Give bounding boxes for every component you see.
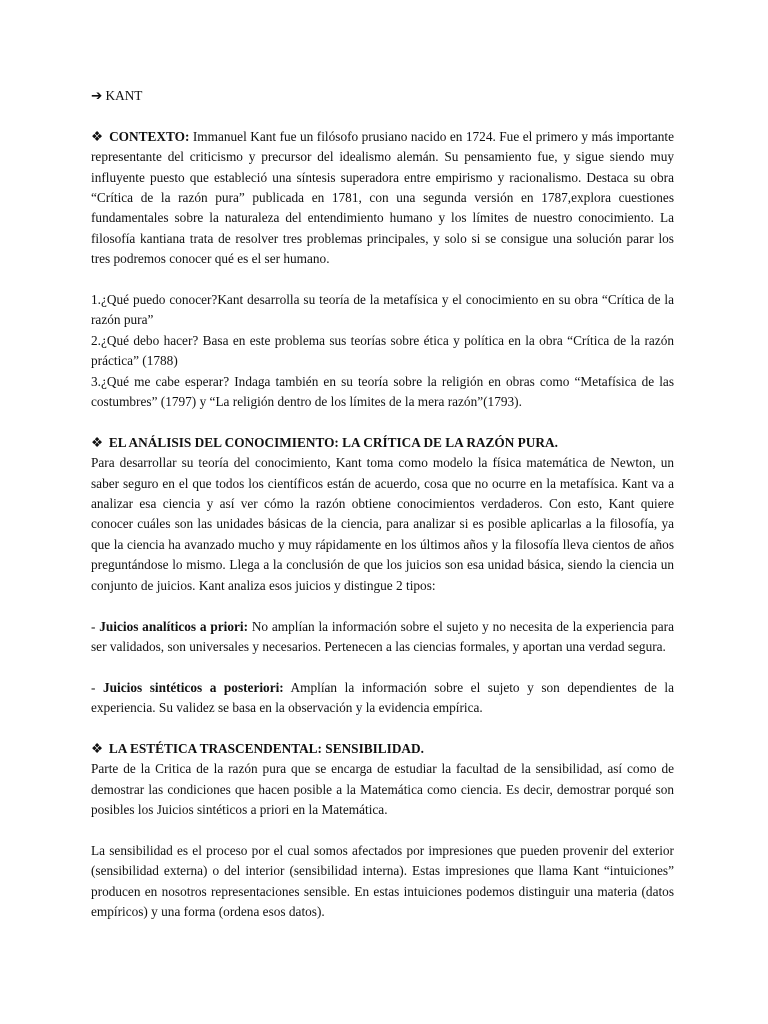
diamond-bullet-icon: ❖ [91, 434, 103, 450]
contexto-paragraph [91, 127, 674, 270]
dash-marker: - [91, 618, 96, 634]
question-3: 3.¿Qué me cabe esperar? Indaga también en su teoría sobre la religión en obras como “Metafísica de las costumbres” (1797) y “La religión dentro de los límites de la mera razón”(1793). [91, 373, 674, 410]
doc-title-text: KANT [105, 88, 143, 103]
sinteticos-text: Amplían la información sobre el sujeto y son dependientes de la experiencia. Su validez se basa en la observación y la evidencia empírica. [91, 679, 675, 716]
estetica-text: Parte de la Critica de la razón pura que se encarga de estudiar la facultad de la sensibilidad, así como de demostrar las condiciones que hacen posible a la Matemática como ciencia. Es decir, demostrar porqué son posibles los Juicios sintéticos a priori en la Matemática. [91, 761, 674, 818]
estetica-heading-text: LA ESTÉTICA TRASCENDENTAL: SENSIBILIDAD. [108, 740, 424, 756]
estetica-heading [91, 739, 674, 759]
analiticos-label: Juicios analíticos a priori: [99, 618, 249, 634]
contexto-label: CONTEXTO: [109, 128, 190, 144]
diamond-bullet-icon: ❖ [91, 128, 104, 144]
analiticos-text: No amplían la información sobre el sujeto y no necesita de la experiencia para ser validados, son universales y necesarios. Pertenecen a las ciencias formales, y aportan una verdad segura. [91, 618, 674, 654]
sinteticos-paragraph [91, 678, 674, 719]
doc-title [91, 86, 674, 106]
question-2: 2.¿Qué debo hacer? Basa en este problema sus teorías sobre ética y política en la obra “Crítica de la razón práctica” (1788) [91, 332, 674, 369]
analisis-heading [91, 433, 674, 453]
analisis-text: Para desarrollar su teoría del conocimiento, Kant toma como modelo la física matemática de Newton, un saber seguro en el que todos los científicos están de acuerdo, cosa que no ocurre en la metafísica. Kant va a analizar esa ciencia y así ver cómo la razón obtiene conocimientos verdaderos. Con esto, Kant quiere conocer cuáles son las unidades básicas de la ciencia, para analizar si es posible aplicarlas a la filosofía, ya que la ciencia ha avanzado mucho y muy rápidamente en los últimos años y la filosofía lleva cientos de años preguntándose lo mismo. Llega a la conclusión de que los juicios son esa unidad básica, siendo la ciencia un conjunto de juicios. Kant analiza esos juicios y distingue 2 tipos: [91, 455, 674, 593]
dash-marker: - [91, 679, 96, 695]
contexto-text: Immanuel Kant fue un filósofo prusiano nacido en 1724. Fue el primero y más importante representante del criticismo y precursor del idealismo alemán. Su pensamiento fue, y sigue siendo muy influyente puesto que estableció una síntesis superadora entre empirismo y racionalismo. Destaca su obra “Crítica de la razón pura” publicada en 1781, con una segunda versión en 1787,explora cuestiones fundamentales sobre la naturaleza del entendimiento humano y los límites de nuestro conocimiento. La filosofía kantiana trata de resolver tres problemas principales, y solo si se consigue una solución parar los tres podremos conocer qué es el ser humano. [91, 128, 674, 267]
sensibilidad-paragraph: La sensibilidad es el proceso por el cual somos afectados por impresiones que pueden provenir del exterior (sensibilidad externa) o del interior (sensibilidad interna). Estas impresiones que llama Kant “intuiciones” producen en nosotros representaciones sensible. En estas intuiciones podemos distinguir una materia (datos empíricos) y una forma (ordena esos datos). [91, 842, 674, 920]
document-page [91, 86, 674, 923]
question-1: 1.¿Qué puedo conocer?Kant desarrolla su teoría de la metafísica y el conocimiento en su obra “Crítica de la razón pura” [91, 292, 674, 328]
diamond-bullet-icon: ❖ [91, 740, 103, 756]
analiticos-paragraph [91, 617, 674, 658]
analisis-heading-text: EL ANÁLISIS DEL CONOCIMIENTO: LA CRÍTICA DE LA RAZÓN PURA. [108, 434, 558, 450]
arrow-icon: ➔ [91, 88, 103, 103]
sinteticos-label: Juicios sintéticos a posteriori: [103, 679, 284, 695]
